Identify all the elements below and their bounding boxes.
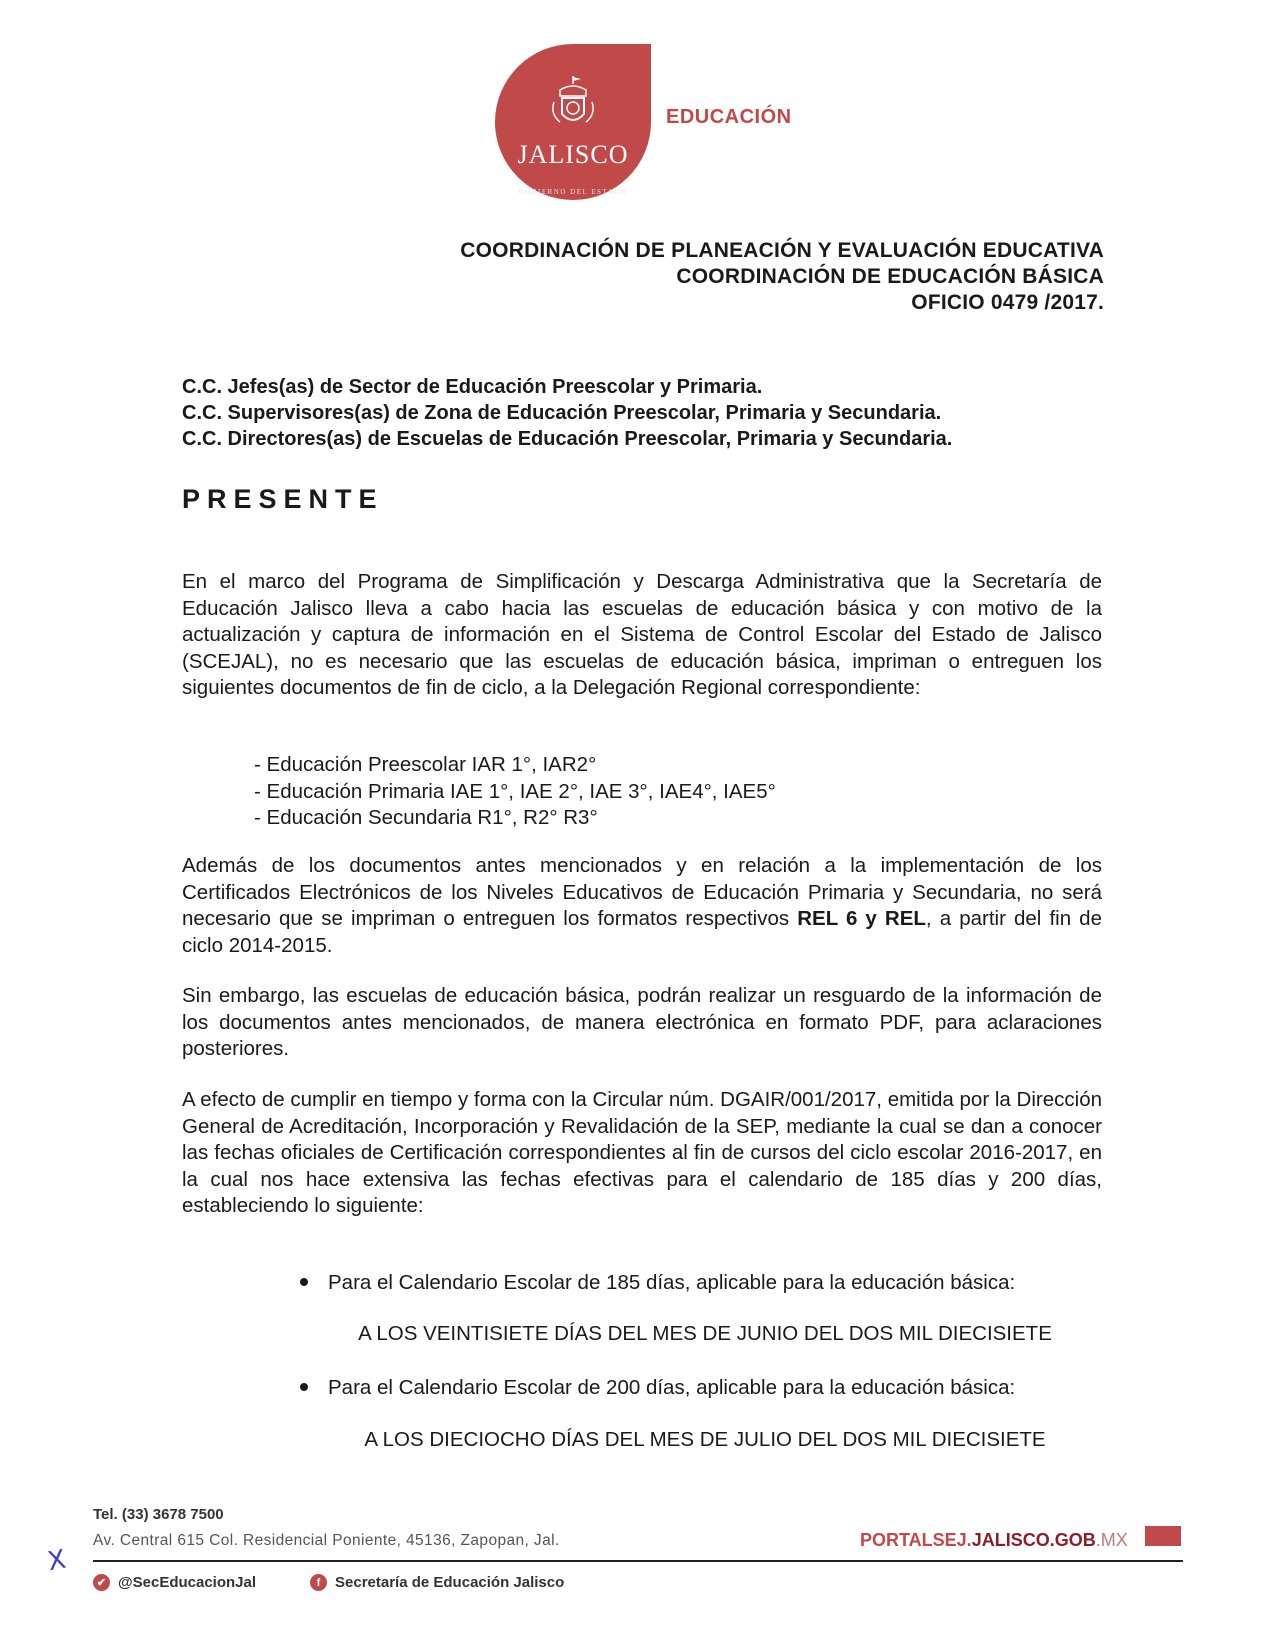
addressee-line: C.C. Jefes(as) de Sector de Educación Preescolar y Primaria. [182,376,763,398]
facebook-name: Secretaría de Educación Jalisco [335,1574,565,1591]
paragraph-bold-text: REL 6 y REL [797,907,926,930]
calendar-label: Para el Calendario Escolar de 200 días, aplicable para la educación básica: [328,1376,1016,1399]
portal-part: JALISCO.GOB [971,1530,1096,1550]
calendar-date: A LOS DIECIOCHO DÍAS DEL MES DE JULIO DEL DOS MIL DIECISIETE [364,1428,1046,1451]
presente-heading: PRESENTE [182,484,384,514]
body-paragraph: A efecto de cumplir en tiempo y forma con la Circular núm. DGAIR/001/2017, emitida por la Dirección General de Acreditación, Incorporación y Revalidación de la SEP, mediante la cual se dan a conocer las fechas oficiales de Certificación correspondientes al fin de cursos del ciclo escolar 2016-2017, en la cual nos hace extensiva las fechas efectivas para el calendario de 185 días y 200 días, estableciendo lo siguiente: [182,1088,1102,1217]
documents-list [254,752,776,832]
document-item: - Educación Primaria IAE 1°, IAE 2°, IAE 3°, IAE4°, IAE5° [254,779,776,803]
jalisco-logo [495,44,651,200]
header-coordination-basic: COORDINACIÓN DE EDUCACIÓN BÁSICA [676,265,1104,288]
twitter-icon: ✔ [93,1574,110,1591]
facebook-icon: f [310,1574,327,1591]
body-paragraph [182,853,1102,959]
calendar-date: A LOS VEINTISIETE DÍAS DEL MES DE JUNIO DEL DOS MIL DIECISIETE [358,1322,1052,1345]
coat-of-arms-icon [546,74,600,132]
footer-brand-square [1145,1526,1181,1546]
body-paragraph: Sin embargo, las escuelas de educación básica, podrán realizar un resguardo de la información de los documentos antes mencionados, de manera electrónica en formato PDF, para aclaraciones posteriores. [182,984,1102,1060]
bullet-dot-icon [300,1278,308,1286]
footer-twitter[interactable] [93,1574,256,1591]
logo-tagline: GOBIERNO DEL ESTADO [518,188,628,196]
header-coordination-planning: COORDINACIÓN DE PLANEACIÓN Y EVALUACIÓN EDUCATIVA [460,239,1104,262]
document-item: - Educación Secundaria R1°, R2° R3° [254,806,598,829]
calendar-label: Para el Calendario Escolar de 185 días, aplicable para la educación básica: [328,1271,1016,1294]
twitter-handle: @SecEducacionJal [118,1574,257,1591]
footer-divider [93,1560,1183,1562]
footer-address: Av. Central 615 Col. Residencial Poniente, 45136, Zapopan, Jal. [93,1532,560,1549]
calendar-bullet [300,1271,1015,1295]
body-paragraph: En el marco del Programa de Simplificación y Descarga Administrativa que la Secretaría de Educación Jalisco lleva a cabo hacia las escuelas de educación básica y con motivo de la actualización y captura de información en el Sistema de Control Escolar del Estado de Jalisco (SCEJAL), no es necesario que las escuelas de educación básica, impriman o entreguen los siguientes documentos de fin de ciclo, a la Delegación Regional correspondiente: [182,570,1102,699]
document-item: - Educación Preescolar IAR 1°, IAR2° [254,753,597,776]
addressee-line: C.C. Supervisores(as) de Zona de Educación Preescolar, Primaria y Secundaria. [182,402,942,424]
calendar-bullet [300,1376,1015,1400]
paragraph-text: , a partir del fin de ciclo 2014-2015. [182,907,1102,957]
footer-phone: Tel. (33) 3678 7500 [93,1506,224,1523]
header-oficio-number: OFICIO 0479 /2017. [911,291,1104,314]
portal-part: PORTALSEJ. [860,1530,972,1550]
bullet-dot-icon [300,1383,308,1391]
paragraph-text: Además de los documentos antes mencionados y en relación a la implementación de los Certificados Electrónicos de los Niveles Educativos de Educación Primaria y Secundaria, no será necesario que se impriman o entreguen los formatos respectivos [182,854,1102,930]
footer-facebook[interactable] [310,1574,564,1591]
department-label: EDUCACIÓN [666,106,792,128]
handwritten-mark: X [45,1544,69,1578]
footer-portal-link[interactable] [860,1530,1128,1551]
logo-name: JALISCO [517,140,629,169]
addressee-line: C.C. Directores(as) de Escuelas de Educación Preescolar, Primaria y Secundaria. [182,428,953,450]
portal-part: .MX [1095,1530,1128,1550]
